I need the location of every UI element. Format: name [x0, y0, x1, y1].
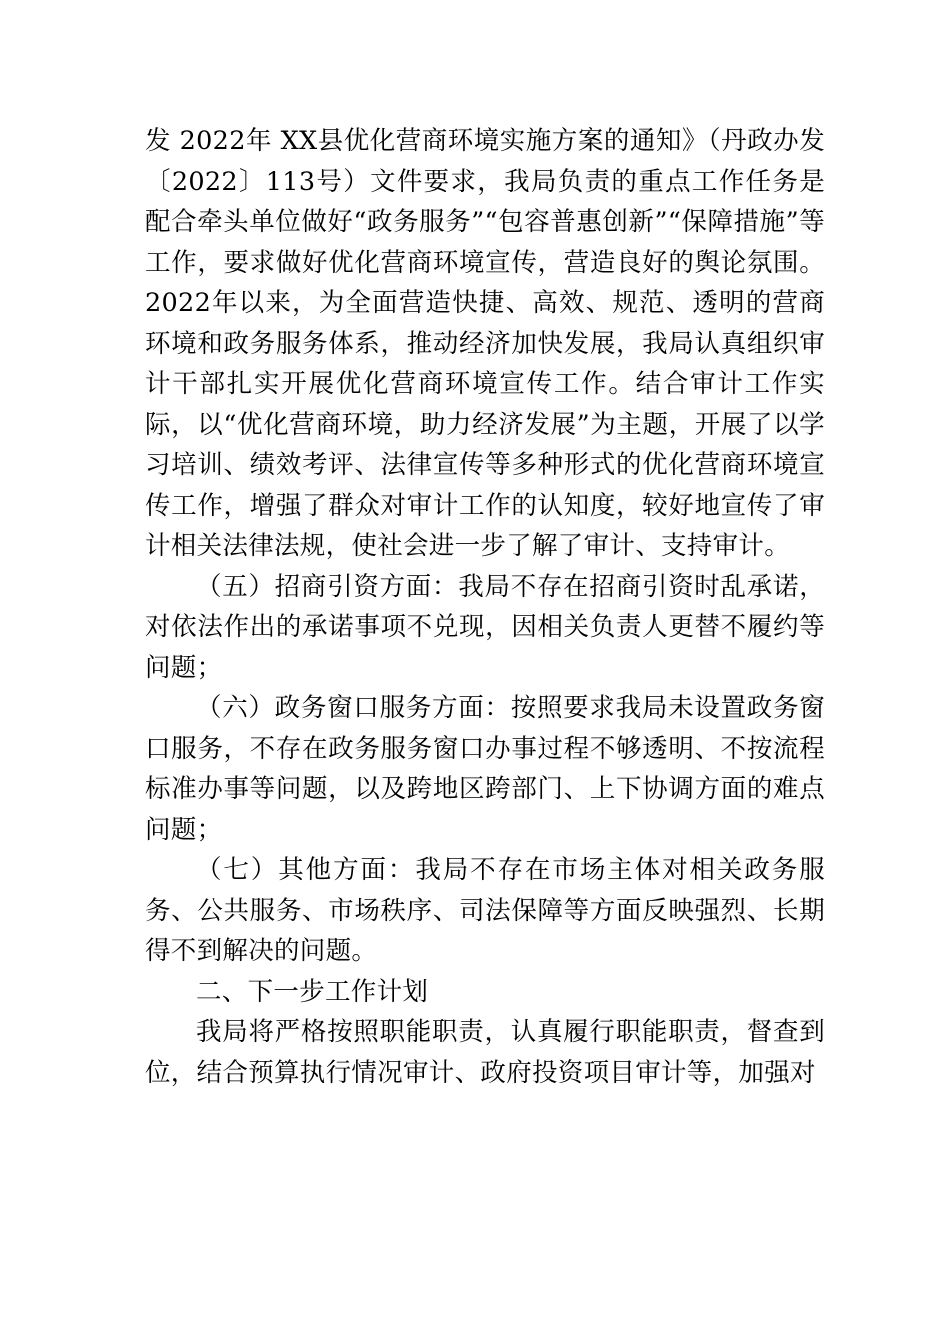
- paragraph-notice-continuation: 发 2022年 XX县优化营商环境实施方案的通知》（丹政办发〔2022〕113号）文件要求，我局负责的重点工作任务是配合牵头单位做好“政务服务”“包容普惠创新”“保障措施”等工作，要求做好优化营商环境宣传，营造良好的舆论氛围。2022年以来，为全面营造快捷、高效、规范、透明的营商环境和政务服务体系，推动经济加快发展，我局认真组织审计干部扎实开展优化营商环境宣传工作。结合审计工作实际，以“优化营商环境，助力经济发展”为主题，开展了以学习培训、绩效考评、法律宣传等多种形式的优化营商环境宣传工作，增强了群众对审计工作的认知度，较好地宣传了审计相关法律法规，使社会进一步了解了审计、支持审计。: [145, 126, 825, 561]
- paragraph-next-steps: 我局将严格按照职能职责，认真履行职能职责，督查到位，结合预算执行情况审计、政府投资项目审计等，加强对: [145, 1017, 825, 1088]
- paragraph-investment: （五）招商引资方面：我局不存在招商引资时乱承诺，对依法作出的承诺事项不兑现，因相关负责人更替不履约等问题；: [145, 571, 825, 683]
- body-text: [145, 121, 825, 1093]
- paragraph-other-aspects: （七）其他方面：我局不存在市场主体对相关政务服务、公共服务、市场秩序、司法保障等方面反映强烈、长期得不到解决的问题。: [145, 855, 825, 966]
- section-heading-next-steps: 二、下一步工作计划: [196, 976, 429, 1007]
- paragraph-service-window: （六）政务窗口服务方面：按照要求我局未设置政务窗口服务，不存在政务服务窗口办事过程不够透明、不按流程标准办事等问题，以及跨地区跨部门、上下协调方面的难点问题；: [145, 693, 825, 845]
